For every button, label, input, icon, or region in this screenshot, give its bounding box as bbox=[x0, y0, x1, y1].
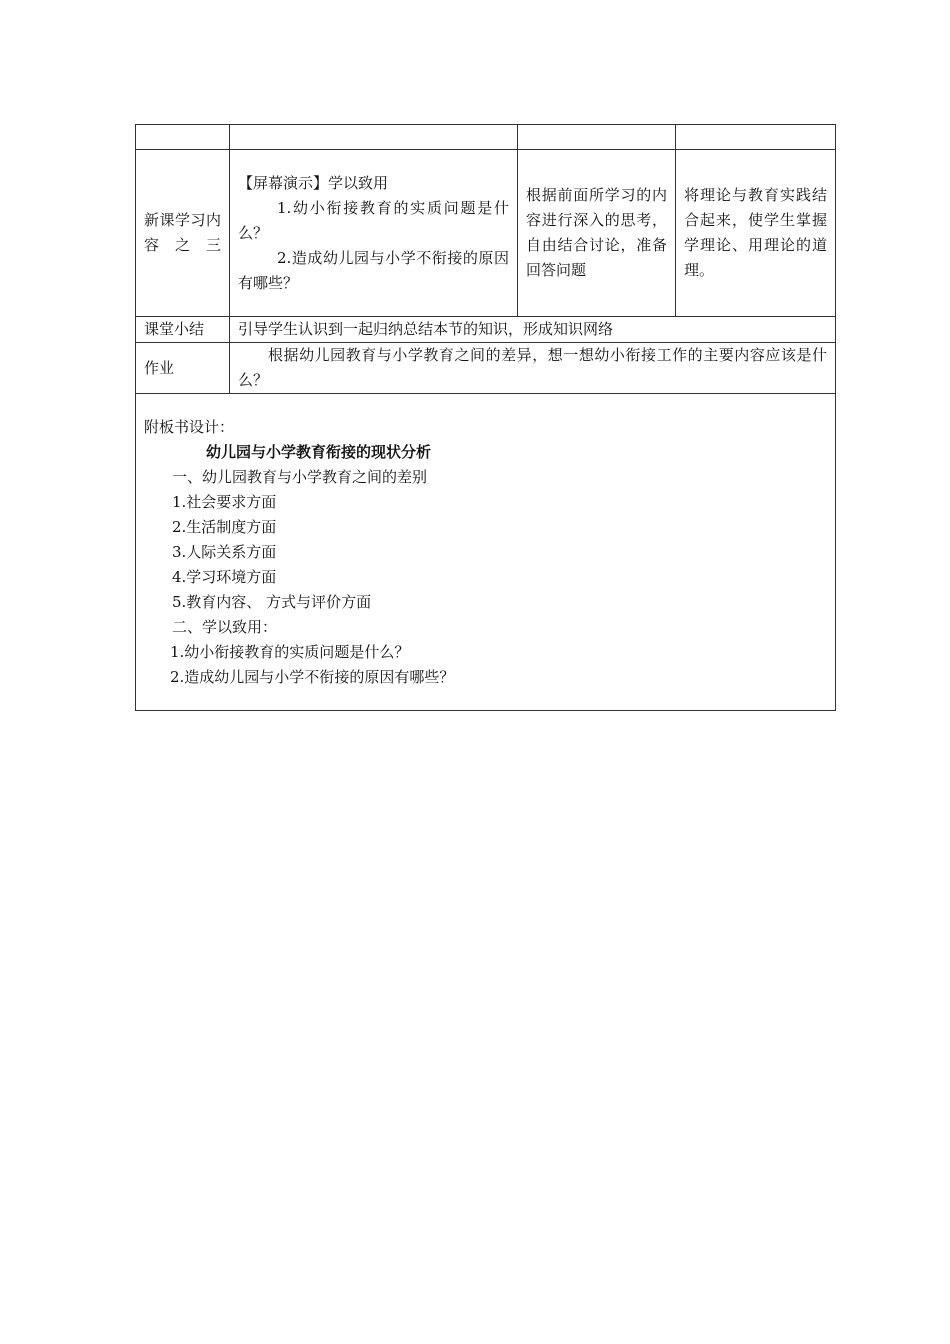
lesson-plan-table bbox=[135, 124, 836, 711]
board-design-cell bbox=[136, 394, 836, 711]
table-row-board-design bbox=[136, 394, 836, 711]
new-lesson-question-1: 1.幼小衔接教育的实质问题是什么？ bbox=[238, 198, 509, 242]
table-row-homework bbox=[136, 343, 836, 394]
empty-cell bbox=[136, 125, 230, 150]
empty-cell bbox=[518, 125, 676, 150]
board-item: 5.教育内容、 方式与评价方面 bbox=[172, 592, 372, 611]
empty-cell bbox=[676, 125, 836, 150]
new-lesson-question-2: 2.造成幼儿园与小学不衔接的原因有哪些？ bbox=[238, 248, 509, 292]
row-label-new-lesson: 新课学习内容之三 bbox=[136, 150, 230, 317]
board-item: 1.幼小衔接教育的实质问题是什么？ bbox=[170, 642, 410, 661]
new-lesson-content bbox=[230, 150, 518, 317]
table-row-empty bbox=[136, 125, 836, 150]
table-row-summary bbox=[136, 317, 836, 343]
board-item: 1.社会要求方面 bbox=[172, 492, 277, 511]
board-design-title: 幼儿园与小学教育衔接的现状分析 bbox=[206, 442, 432, 461]
board-section-1: 一、幼儿园教育与小学教育之间的差别 bbox=[172, 467, 428, 486]
table-row-new-lesson bbox=[136, 150, 836, 317]
new-lesson-heading: 【屏幕演示】学以致用 bbox=[238, 173, 389, 192]
empty-cell bbox=[230, 125, 518, 150]
row-label-summary: 课堂小结 bbox=[136, 317, 230, 343]
board-design-label: 附板书设计： bbox=[144, 417, 235, 436]
board-item: 3.人际关系方面 bbox=[172, 542, 277, 561]
summary-content: 引导学生认识到一起归纳总结本节的知识，形成知识网络 bbox=[230, 317, 836, 343]
design-intent-cell: 将理论与教育实践结合起来，使学生掌握学理论、用理论的道理。 bbox=[676, 150, 836, 317]
homework-content: 根据幼儿园教育与小学教育之间的差异，想一想幼小衔接工作的主要内容应该是什么？ bbox=[230, 343, 836, 394]
board-item: 2.生活制度方面 bbox=[172, 517, 277, 536]
row-label-homework: 作业 bbox=[136, 343, 230, 394]
student-activity-cell: 根据前面所学习的内容进行深入的思考，自由结合讨论，准备回答问题 bbox=[518, 150, 676, 317]
board-item: 2.造成幼儿园与小学不衔接的原因有哪些？ bbox=[170, 667, 455, 686]
board-item: 4.学习环境方面 bbox=[172, 567, 277, 586]
board-section-2: 二、学以致用： bbox=[172, 617, 278, 636]
